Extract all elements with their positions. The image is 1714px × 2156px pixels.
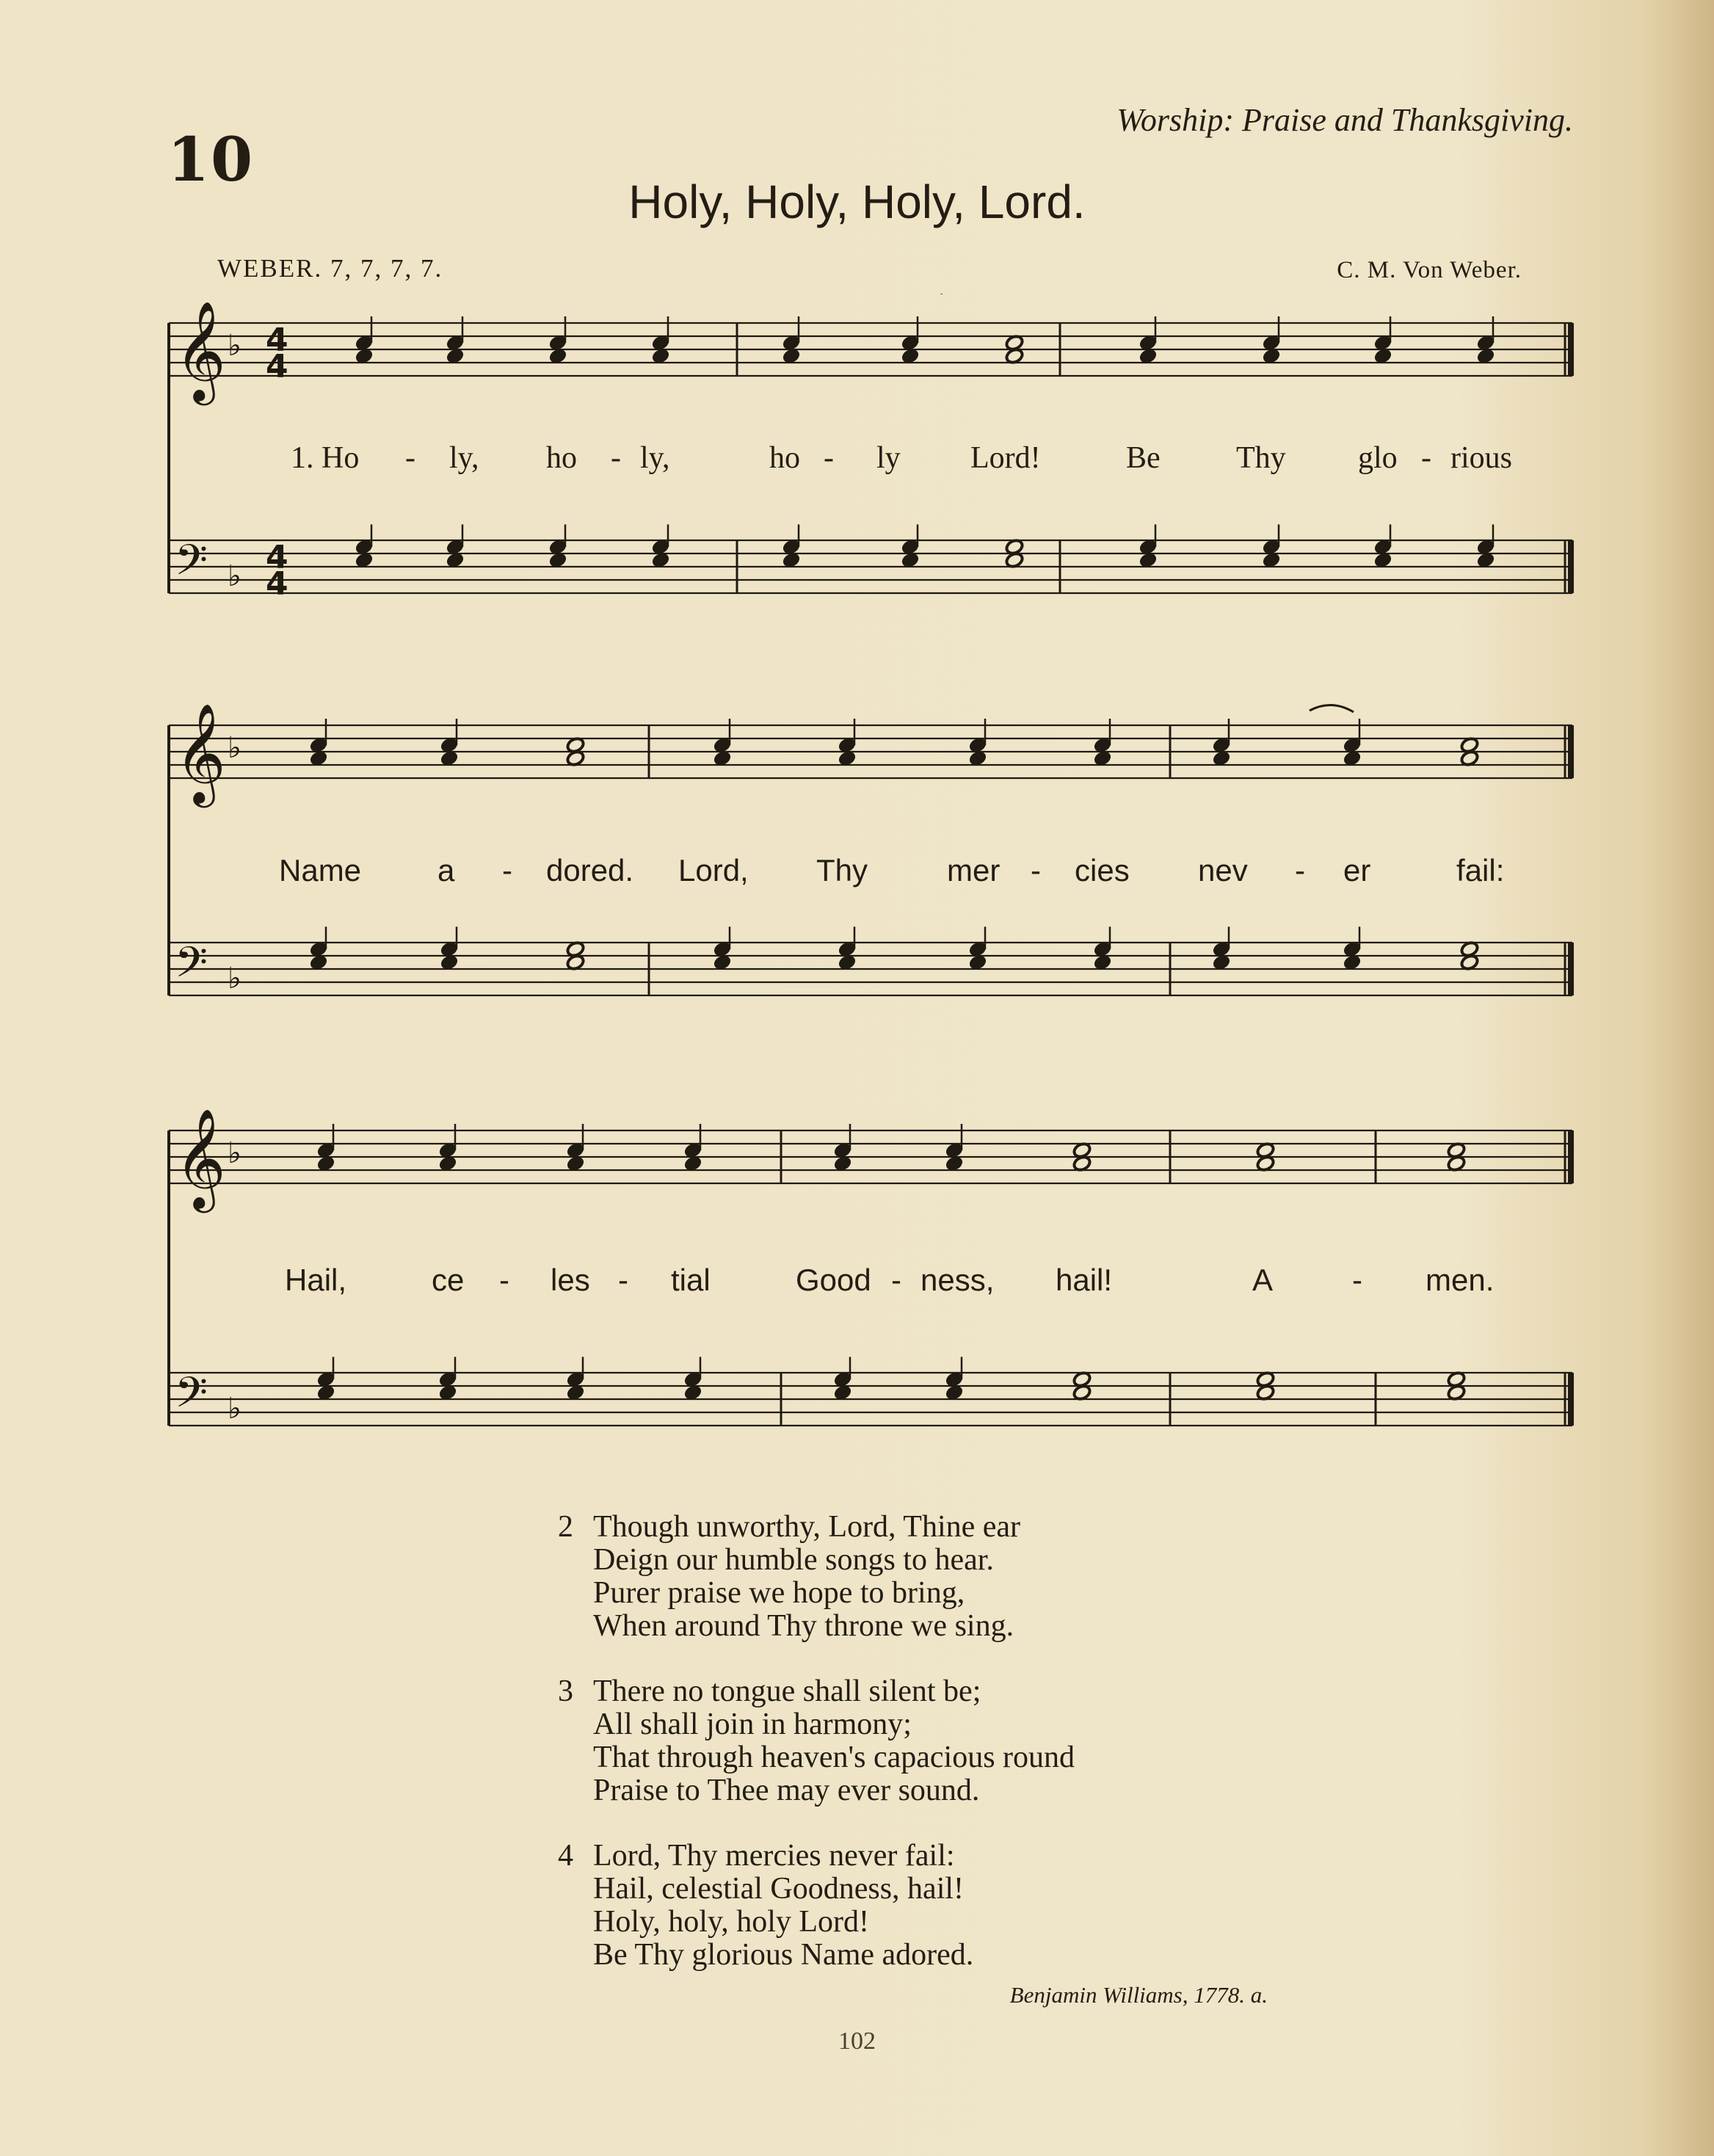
time-signature: 4	[266, 539, 288, 576]
bass-clef-icon: 𝄢	[175, 535, 208, 595]
verse-line: Lord, Thy mercies never fail:	[593, 1839, 955, 1873]
lyric-line-2	[164, 853, 1574, 894]
lyric-syllable: ho	[546, 441, 577, 475]
verse-3	[558, 1675, 1075, 1807]
lyric-syllable: glo	[1358, 441, 1398, 475]
lyric-syllable: -	[1031, 853, 1041, 888]
lyric-syllable: er	[1343, 853, 1371, 888]
bass-clef-icon: 𝄢	[175, 1368, 208, 1428]
lyric-syllable: -	[1295, 853, 1305, 888]
lyric-syllable: tial	[671, 1263, 711, 1297]
time-signature: 4	[266, 322, 288, 359]
verse-line: That through heaven's capacious round	[593, 1741, 1075, 1774]
flat-sign-icon: ♭	[228, 559, 242, 593]
time-signature: 4	[266, 348, 288, 385]
lyric-syllable: -	[618, 1263, 628, 1297]
lyric-syllable: ly,	[640, 441, 670, 475]
lyric-syllable: A	[1252, 1263, 1274, 1297]
lyric-syllable: a	[437, 853, 455, 888]
lyric-syllable: -	[891, 1263, 901, 1297]
lyric-syllable: -	[824, 441, 834, 475]
lyric-syllable: Name	[279, 853, 362, 888]
fermata-icon	[1310, 705, 1354, 712]
verse-line: All shall join in harmony;	[593, 1707, 912, 1741]
flat-sign-icon: ♭	[228, 1136, 242, 1170]
lyric-syllable: -	[1421, 441, 1431, 475]
treble-clef-icon: 𝄞	[175, 1107, 226, 1208]
additional-verses	[558, 1511, 1075, 2004]
verse-line: Hail, celestial Goodness, hail!	[593, 1872, 965, 1906]
lyric-syllable: les	[551, 1263, 590, 1297]
lyric-syllable: fail:	[1456, 853, 1505, 888]
verse-2	[558, 1511, 1075, 1643]
lyric-line-3	[164, 1263, 1574, 1304]
verse-line: Praise to Thee may ever sound.	[593, 1774, 980, 1807]
lyric-syllable: ness,	[920, 1263, 995, 1297]
lyric-syllable: 1. Ho	[291, 441, 360, 475]
lyric-syllable: Be	[1126, 441, 1161, 475]
lyric-syllable: rious	[1450, 441, 1512, 475]
lyric-syllable: -	[405, 441, 415, 475]
lyric-syllable: ce	[432, 1263, 465, 1297]
lyric-syllable: Lord,	[678, 853, 749, 888]
treble-clef-icon: 𝄞	[175, 702, 226, 803]
verse-line: When around Thy throne we sing.	[593, 1609, 1014, 1643]
lyric-syllable: Lord!	[970, 441, 1041, 475]
flat-sign-icon: ♭	[228, 962, 242, 995]
lyric-syllable: dored.	[546, 853, 634, 888]
bass-clef-icon: 𝄢	[175, 937, 208, 998]
hymn-number: 10	[167, 125, 255, 195]
lyric-syllable: Hail,	[285, 1263, 347, 1297]
verse-line: Holy, holy, holy Lord!	[593, 1905, 870, 1939]
text-attribution: Benjamin Williams, 1778. a.	[1009, 1982, 1268, 2008]
lyric-syllable: mer	[947, 853, 1001, 888]
lyric-syllable: Thy	[816, 853, 868, 888]
lyric-syllable: -	[611, 441, 621, 475]
verse-number: 3	[558, 1674, 573, 1708]
section-heading: Worship: Praise and Thanksgiving.	[1116, 102, 1573, 138]
verse-number: 2	[558, 1510, 573, 1544]
flat-sign-icon: ♭	[228, 731, 242, 765]
verse-line: Deign our humble songs to hear.	[593, 1543, 994, 1577]
page-number: 102	[838, 2028, 876, 2055]
lyric-syllable: ly	[876, 441, 901, 475]
verse-4	[558, 1840, 1075, 1972]
lyric-syllable: hail!	[1056, 1263, 1113, 1297]
tune-name: WEBER. 7, 7, 7, 7.	[217, 254, 443, 283]
lyric-syllable: -	[502, 853, 512, 888]
verse-line: Though unworthy, Lord, Thine ear	[593, 1510, 1021, 1544]
lyric-syllable: ly,	[449, 441, 479, 475]
flat-sign-icon: ♭	[228, 1392, 242, 1426]
time-signature: 4	[266, 565, 288, 603]
lyric-syllable: cies	[1075, 853, 1130, 888]
lyric-syllable: ho	[769, 441, 800, 475]
flat-sign-icon: ♭	[228, 329, 242, 363]
composer: C. M. Von Weber.	[1337, 257, 1522, 283]
lyric-syllable: Good	[796, 1263, 871, 1297]
lyric-syllable: -	[1352, 1263, 1362, 1297]
treble-clef-icon: 𝄞	[175, 300, 226, 401]
lyric-line-1	[164, 440, 1574, 482]
lyric-syllable: men.	[1426, 1263, 1495, 1297]
verse-line: Purer praise we hope to bring,	[593, 1576, 965, 1610]
lyric-syllable: Thy	[1236, 441, 1286, 475]
verse-line: There no tongue shall silent be;	[593, 1674, 981, 1708]
hymn-title: Holy, Holy, Holy, Lord.	[628, 175, 1086, 228]
verse-line: Be Thy glorious Name adored.	[593, 1938, 974, 1972]
lyric-syllable: -	[499, 1263, 509, 1297]
lyric-syllable: nev	[1198, 853, 1248, 888]
verse-number: 4	[558, 1839, 573, 1873]
